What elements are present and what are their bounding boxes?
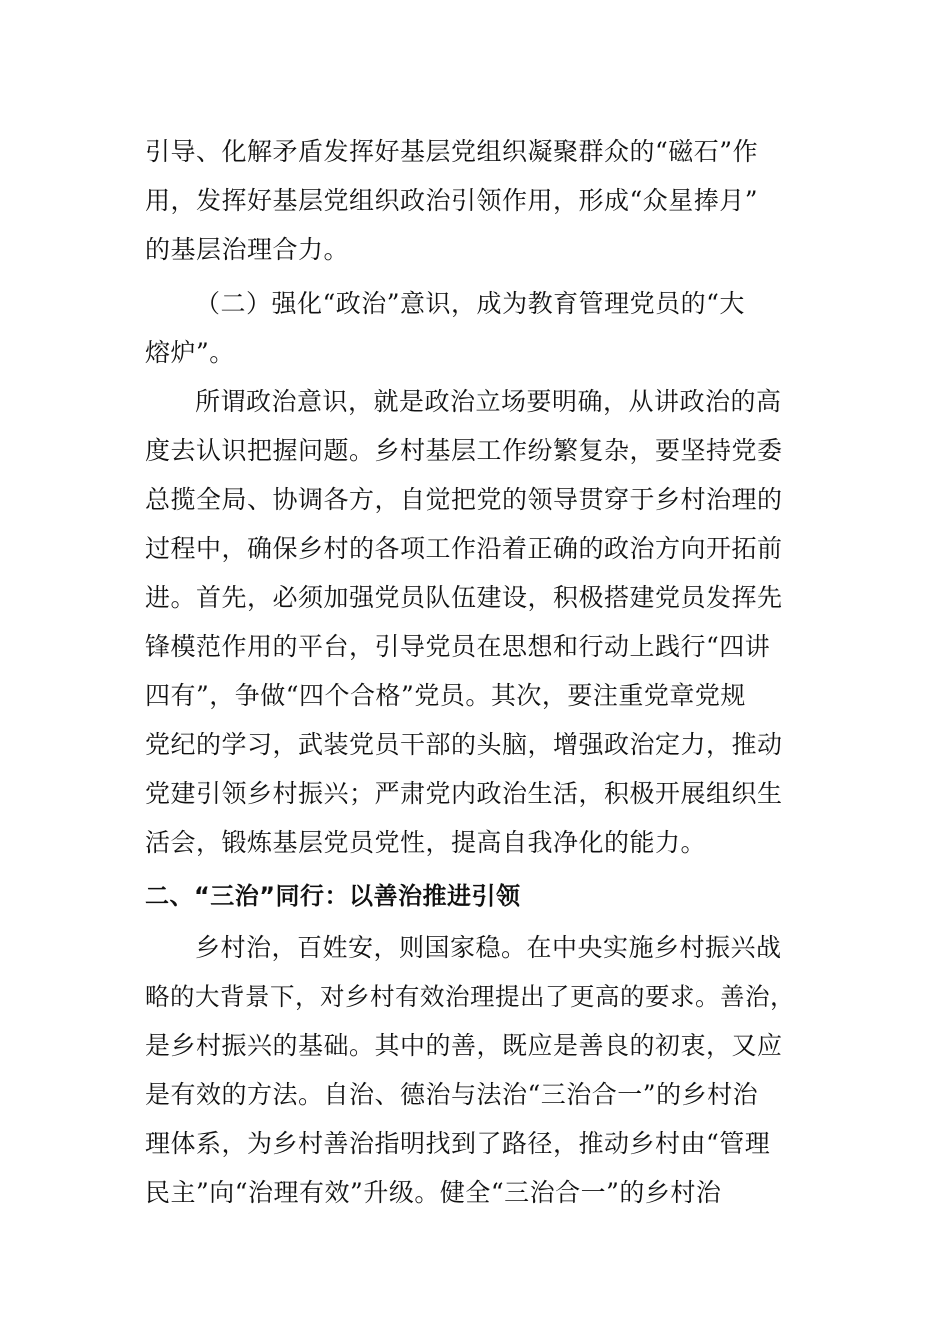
text-line: 是乡村振兴的基础。其中的善，既应是善良的初衷，又应: [145, 1031, 783, 1060]
text-line: 略的大背景下，对乡村有效治理提出了更高的要求。善治，: [145, 982, 795, 1011]
text-line: 熔炉”。: [145, 338, 235, 367]
text-line: 引导、化解矛盾发挥好基层党组织凝聚群众的“磁石”作: [145, 137, 759, 166]
text-line: 进。首先，必须加强党员队伍建设，积极搭建党员发挥先: [145, 583, 783, 612]
text-line: 锋模范作用的平台，引导党员在思想和行动上践行“四讲: [145, 632, 771, 661]
text-line: 度去认识把握问题。乡村基层工作纷繁复杂，要坚持党委: [145, 436, 783, 465]
text-line: 理体系，为乡村善治指明找到了路径，推动乡村由“管理: [145, 1129, 771, 1158]
section-subheading: （二）强化“政治”意识，成为教育管理党员的“大: [195, 289, 745, 318]
section-heading: 二、“三治”同行：以善治推进引领: [145, 882, 521, 910]
text-line: 党纪的学习，武装党员干部的头脑，增强政治定力，推动: [145, 730, 783, 759]
text-line: 的基层治理合力。: [145, 235, 350, 264]
text-line: 所谓政治意识，就是政治立场要明确，从讲政治的高: [195, 387, 782, 416]
text-line: 乡村治，百姓安，则国家稳。在中央实施乡村振兴战: [195, 933, 782, 962]
text-line: 民主”向“治理有效”升级。健全“三治合一”的乡村治: [145, 1178, 722, 1207]
text-line: 四有”，争做“四个合格”党员。其次，要注重党章党规: [145, 681, 746, 710]
text-line: 活会，锻炼基层党员党性，提高自我净化的能力。: [145, 828, 707, 857]
text-line: 过程中，确保乡村的各项工作沿着正确的政治方向开拓前: [145, 534, 783, 563]
text-line: 党建引领乡村振兴；严肃党内政治生活，积极开展组织生: [145, 779, 783, 808]
text-line: 用，发挥好基层党组织政治引领作用，形成“众星捧月”: [145, 186, 759, 215]
text-line: 总揽全局、协调各方，自觉把党的领导贯穿于乡村治理的: [145, 485, 783, 514]
text-line: 是有效的方法。自治、德治与法治“三治合一”的乡村治: [145, 1080, 759, 1109]
